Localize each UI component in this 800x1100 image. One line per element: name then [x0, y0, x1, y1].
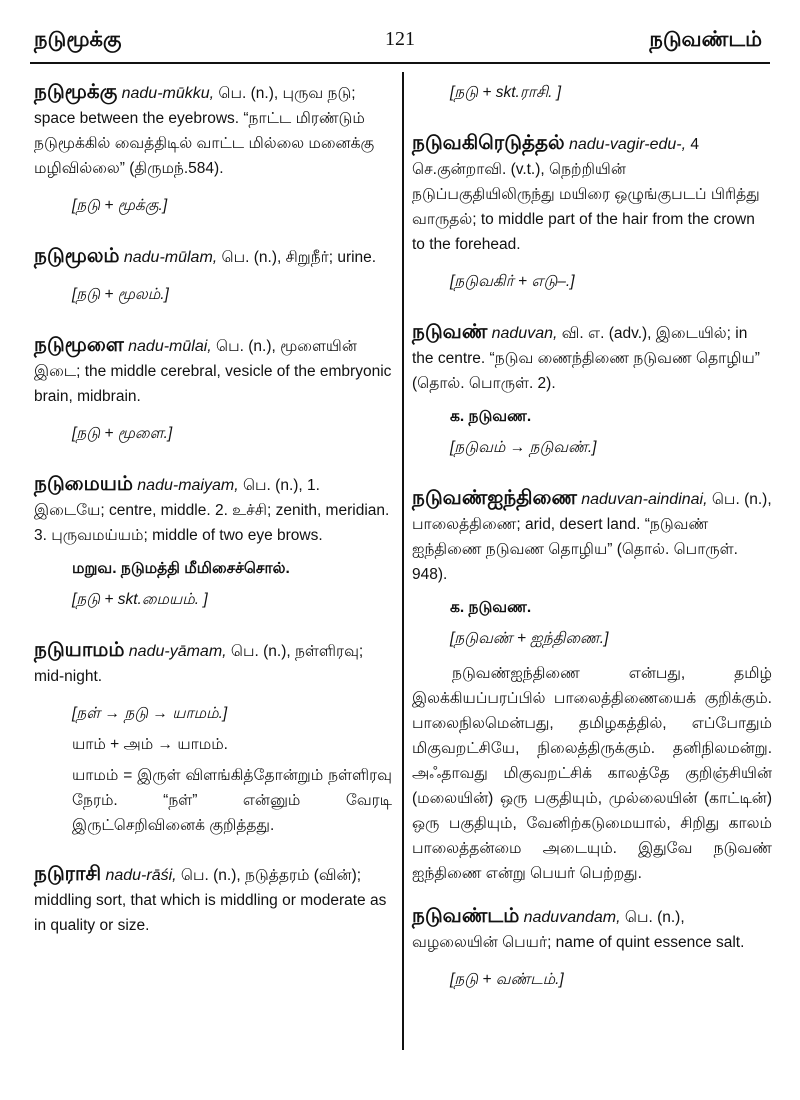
- transliteration: nadu-mūkku,: [121, 85, 215, 102]
- etymology: [நடு + மூக்கு.]: [72, 197, 168, 214]
- explanatory-paragraph: நடுவண்ஐந்திணை என்பது, தமிழ் இலக்கியப்பரப்பில் பாலைத்திணையைக் குறிக்கும். பாலைநிலமென்பது, தமிழகத்தில், எப்போதும் மிகுவறட்சியே, நிலைத்திருக்கும். தனிநிலமன்று. அஃதாவது மிகுவறட்சிக் காலத்தே குறிஞ்சியின் (மலையின்) ஒரு பகுதியும், முல்லையின் (காட்டின்) ஒரு பகுதியும், வேனிற்கடுமையால், சிறிது காலம் பாலைத்தன்மை அடையும். இதுவே நடுவண் ஐந்திணை என்று பெயர் பெற்றது.: [412, 665, 772, 882]
- transliteration: nadu-mūlam,: [123, 249, 218, 266]
- headword: நடுமையம்: [34, 473, 133, 495]
- etymology: [நடு + வண்டம்.]: [450, 971, 564, 988]
- entry: [34, 862, 392, 938]
- transliteration: nadu-yāmam,: [128, 643, 227, 660]
- headword: நடுமூக்கு: [34, 81, 118, 103]
- transliteration: nadu-mūlai,: [128, 338, 212, 355]
- derivation-note: யாம் + அம் → யாமம்.: [72, 736, 228, 753]
- etymology: [நடுவகிர் + எடு–.]: [450, 273, 575, 290]
- definition: 4 செ.குன்றாவி. (v.t.), நெற்றியின் நடுப்பகுதியிலிருந்து மயிரை ஒழுங்குபடப் பிரித்து வாருதல்; to middle part of the hair from the crown to the forehead.: [412, 136, 760, 253]
- column-divider: [402, 72, 404, 1050]
- explanation-note: யாமம் = இருள் விளங்கித்தோன்றும் நள்ளிரவு நேரம். “நள்” என்னும் வேரடி இருட்செறிவினைக் குறித்தது.: [72, 767, 392, 834]
- etymology: [நடு + skt.மையம். ]: [72, 591, 208, 608]
- headword: நடுவகிரெடுத்தல்: [412, 132, 565, 154]
- left-column: [34, 80, 392, 942]
- entry: [412, 131, 772, 294]
- right-guide-word: நடுவண்டம்: [649, 28, 762, 51]
- cognate-note: க. நடுவண.: [450, 408, 532, 425]
- etymology: [நடு + skt.ராசி. ]: [450, 84, 562, 101]
- entry: [412, 320, 772, 460]
- entry: [34, 244, 392, 307]
- page-number: 121: [385, 28, 415, 50]
- transliteration: naduvan-aindinai,: [581, 491, 708, 508]
- headword: நடுவண்ஐந்திணை: [412, 487, 577, 509]
- etymology: [நடுவண் + ஐந்திணை.]: [450, 630, 609, 647]
- transliteration: nadu-rāśi,: [105, 867, 177, 884]
- etymology: [நடு + மூலம்.]: [72, 286, 169, 303]
- cognate-note: க. நடுவண.: [450, 599, 532, 616]
- definition: பெ. (n.), 1. இடையே; centre, middle. 2. உச்சி; zenith, meridian. 3. புருவமய்யம்; middle of two eye brows.: [34, 477, 390, 544]
- headword: நடுயாமம்: [34, 639, 125, 661]
- definition: பெ. (n.), பாலைத்திணை; arid, desert land. “நடுவண் ஐந்திணை நடுவண தொழிய” (தொல். பொருள். 948).: [412, 491, 772, 583]
- etymology: [நள் → நடு → யாமம்.]: [72, 705, 228, 722]
- etymology: [நடு + மூளை.]: [72, 425, 173, 442]
- headword: நடுமூளை: [34, 334, 124, 356]
- entry: [34, 333, 392, 446]
- synonym-note: மறுவ. நடுமத்தி மீமிசைச்சொல்.: [72, 560, 290, 577]
- left-guide-word: நடுமூக்கு: [34, 28, 122, 51]
- header-rule: [30, 62, 770, 64]
- entry: [412, 486, 772, 886]
- definition: பெ. (n.), மூளையின் இடை; the middle cerebral, vesicle of the embryonic brain, midbrain.: [34, 338, 392, 405]
- entry: [34, 638, 392, 838]
- headword: நடுமூலம்: [34, 245, 120, 267]
- headword: நடுவண்டம்: [412, 905, 520, 927]
- definition: வி. எ. (adv.), இடையில்; in the centre. “நடுவ ணைந்திணை நடுவண தொழிய” (தொல். பொருள். 2).: [412, 325, 760, 392]
- transliteration: naduvan,: [491, 325, 558, 342]
- transliteration: naduvandam,: [523, 909, 621, 926]
- transliteration: nadu-vagir-edu-,: [568, 136, 687, 153]
- entry: [34, 472, 392, 612]
- definition: பெ. (n.), நள்ளிரவு; mid-night.: [34, 643, 364, 685]
- definition: பெ. (n.), சிறுநீர்; urine.: [217, 249, 377, 266]
- etymology: [நடுவம் → நடுவண்.]: [450, 439, 597, 456]
- entry: [412, 904, 772, 992]
- definition: பெ. (n.), வழலையின் பெயர்; name of quint essence salt.: [412, 909, 745, 951]
- headword: நடுராசி: [34, 863, 102, 885]
- headword: நடுவண்: [412, 321, 488, 343]
- transliteration: nadu-maiyam,: [137, 477, 239, 494]
- right-column: [412, 80, 772, 1018]
- definition: பெ. (n.), புருவ நடு; space between the eyebrows. “நாட்ட மிரண்டும் நடுமூக்கில் வைத்திடில் வாட்ட மில்லை மனைக்கு மழிவில்லை” (திருமந்.584).: [34, 85, 375, 177]
- entry: [34, 80, 392, 218]
- definition: பெ. (n.), நடுத்தரம் (வின்); middling sort, that which is middling or moderate as in quality or size.: [34, 867, 387, 934]
